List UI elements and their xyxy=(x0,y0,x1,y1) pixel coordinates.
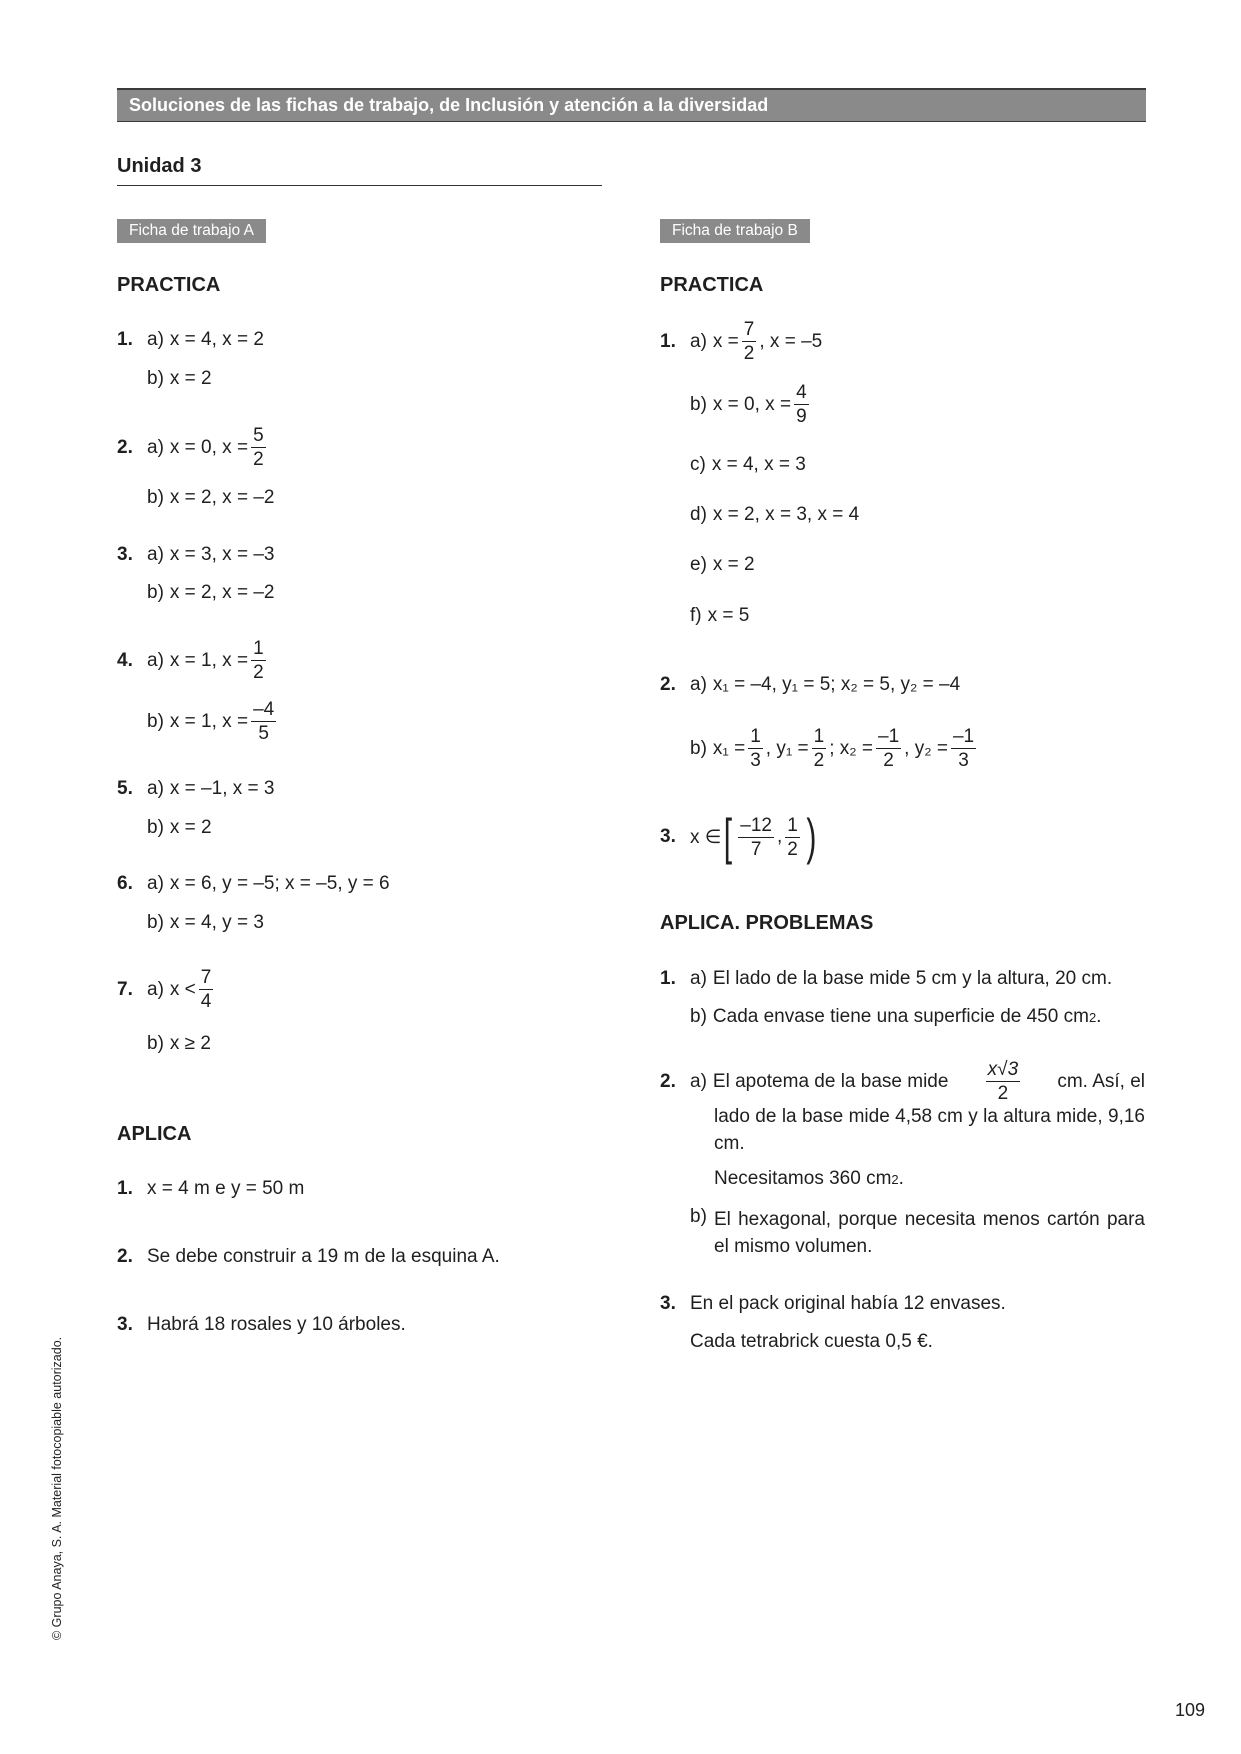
right-item-1e: e) x = 2 xyxy=(690,554,755,575)
left-item-6a: 6. a) x = 6, y = –5; x = –5, y = 6 xyxy=(117,873,390,894)
answer-text: x < xyxy=(169,978,196,1000)
answer-text: x = 0, x = xyxy=(712,393,792,415)
left-item-3b: b) x = 2, x = –2 xyxy=(147,582,275,603)
answer-text: x = 6, y = –5; x = –5, y = 6 xyxy=(169,873,390,894)
right-item-1d: d) x = 2, x = 3, x = 4 xyxy=(690,504,860,525)
answer-text: x = 2 xyxy=(169,368,212,389)
answer-text: , y₁ = xyxy=(765,737,809,759)
left-item-2b: b) x = 2, x = –2 xyxy=(147,487,275,508)
fraction: $\frac{1}{2}$ xyxy=(787,814,798,860)
answer-text: x = 2, x = 3, x = 4 xyxy=(712,504,860,525)
right-item-3: 3. x ∈ [ $\frac{-12}{7}$ , $\frac{1}{2}$ ) xyxy=(660,809,817,865)
close-paren: ) xyxy=(806,809,817,865)
answer-text: x = 1, x = xyxy=(169,649,249,671)
answer-text: Cada tetrabrick cuesta 0,5 €. xyxy=(690,1331,933,1352)
right-item-2b: b) x₁ = $\frac{1}{3}$ , y₁ = $\frac{1}{2}$ ; x₂ = $\frac{-1}{2}$ , y₂ = $\frac{-1}{3}$ xyxy=(690,726,975,771)
answer-text: Cada envase tiene una superficie de 450 cm xyxy=(712,1006,1089,1027)
right-item-1b: b) x = 0, x = $\frac{4}{9}$ xyxy=(690,382,807,427)
right-practica-title: PRACTICA xyxy=(660,274,764,296)
right-problem-2b: El hexagonal, porque necesita menos cartón para el mismo volumen. xyxy=(714,1209,1145,1257)
answer-text: x = 2 xyxy=(169,817,212,838)
right-item-1c: c) x = 4, x = 3 xyxy=(690,454,806,475)
fraction: $\frac{-12}{7}$ xyxy=(740,814,772,860)
fraction: $\frac{1}{2}$ xyxy=(253,638,264,683)
fraction: $\frac{1}{3}$ xyxy=(750,726,761,771)
right-problem-3b xyxy=(690,1331,933,1353)
answer-text: x₁ = –4, y₁ = 5; x₂ = 5, y₂ = –4 xyxy=(712,674,961,695)
answer-text: x = 2 xyxy=(712,554,755,575)
fraction: $\frac{7}{2}$ xyxy=(743,319,755,364)
answer-text: x = 4 m e y = 50 m xyxy=(147,1178,305,1199)
left-item-2a: 2. a) x = 0, x = $\frac{5}{2}$ xyxy=(117,425,264,470)
left-practica-title: PRACTICA xyxy=(117,274,221,296)
copyright-notice: © Grupo Anaya, S. A. Material fotocopiable autorizado. xyxy=(50,1336,64,1640)
left-item-7a: 7. a) x < $\frac{7}{4}$ xyxy=(117,967,212,1012)
answer-text: Habrá 18 rosales y 10 árboles. xyxy=(147,1314,406,1335)
answer-text: x = 4, y = 3 xyxy=(169,912,264,933)
answer-text: , y₂ = xyxy=(904,737,948,759)
answer-text: x = 3, x = –3 xyxy=(169,544,275,565)
right-problem-2a: 2. a) El apotema de la base mide $\frac{x√3}{2}$ cm. Así, el xyxy=(660,1059,1145,1104)
left-item-4b: b) x = 1, x = $\frac{-4}{5}$ xyxy=(147,699,275,744)
answer-text: cm. Así, el xyxy=(1057,1070,1145,1092)
answer-text: El lado de la base mide 5 cm y la altura, 20 cm. xyxy=(712,968,1113,989)
answer-text: x ≥ 2 xyxy=(169,1033,211,1054)
answer-text: x = –1, x = 3 xyxy=(169,778,275,799)
unit-title: Unidad 3 xyxy=(117,155,202,177)
left-item-1a: 1. a) x = 4, x = 2 xyxy=(117,329,264,350)
answer-text: x ∈ xyxy=(690,826,722,848)
answer-text: x = 2, x = –2 xyxy=(169,487,275,508)
open-bracket: [ xyxy=(724,809,733,865)
page-number: 109 xyxy=(1175,1700,1206,1720)
answer-text: El apotema de la base mide xyxy=(712,1070,949,1092)
right-problem-1a: 1. a) El lado de la base mide 5 cm y la altura, 20 cm. xyxy=(660,968,1113,989)
left-item-1b: b) x = 2 xyxy=(147,368,212,389)
left-aplica-3: 3. Habrá 18 rosales y 10 árboles. xyxy=(117,1314,406,1335)
right-problem-2a-line2: lado de la base mide 4,58 cm y la altura mide, 9,16 cm. xyxy=(714,1106,1145,1154)
tab-ficha-b: Ficha de trabajo B xyxy=(660,219,810,243)
tab-ficha-a: Ficha de trabajo A xyxy=(117,219,266,243)
fraction: $\frac{-1}{2}$ xyxy=(878,726,900,771)
right-item-1a: 1. a) x = $\frac{7}{2}$ , x = –5 xyxy=(660,319,823,364)
left-item-5a: 5. a) x = –1, x = 3 xyxy=(117,778,275,799)
fraction: $\frac{x√3}{2}$ xyxy=(987,1059,1019,1104)
answer-text: x = 4, x = 2 xyxy=(169,329,264,350)
fraction: $\frac{7}{4}$ xyxy=(200,967,212,1012)
right-aplica-title: APLICA. PROBLEMAS xyxy=(660,912,874,934)
fraction: $\frac{4}{9}$ xyxy=(796,382,807,427)
answer-text: Se debe construir a 19 m de la esquina A. xyxy=(147,1246,500,1267)
answer-text: x = 0, x = xyxy=(169,436,249,458)
fraction: $\frac{1}{2}$ xyxy=(813,726,825,771)
unit-divider xyxy=(117,185,602,186)
right-problem-3a: 3. En el pack original había 12 envases. xyxy=(660,1293,1006,1314)
left-aplica-1: 1. x = 4 m e y = 50 m xyxy=(117,1178,305,1199)
left-item-4a: 4. a) x = 1, x = $\frac{1}{2}$ xyxy=(117,638,264,683)
answer-text: x = 2, x = –2 xyxy=(169,582,275,603)
answer-text: x = 1, x = xyxy=(169,710,249,732)
header-bar xyxy=(117,88,1146,122)
header-title: Soluciones de las fichas de trabajo, de Inclusión y atención a la diversidad xyxy=(129,95,769,115)
left-item-5b: b) x = 2 xyxy=(147,817,212,838)
left-aplica-2: 2. Se debe construir a 19 m de la esquina A. xyxy=(117,1246,500,1267)
right-problem-1b: b) Cada envase tiene una superficie de 450 cm 2 . xyxy=(690,1006,1102,1027)
left-item-6b: b) x = 4, y = 3 xyxy=(147,912,264,933)
answer-text: ; x₂ = xyxy=(829,737,874,759)
fraction: $\frac{-4}{5}$ xyxy=(253,699,275,744)
right-item-1f: f) x = 5 xyxy=(690,605,750,626)
left-aplica-title: APLICA xyxy=(117,1123,192,1145)
fraction: $\frac{5}{2}$ xyxy=(253,425,264,470)
answer-text: x = xyxy=(712,330,739,352)
left-item-3a: 3. a) x = 3, x = –3 xyxy=(117,544,275,565)
answer-text: x₁ = xyxy=(712,737,746,759)
answer-text: x = 4, x = 3 xyxy=(711,454,806,475)
right-problem-2b-label: b) xyxy=(690,1206,707,1227)
answer-text: , x = –5 xyxy=(759,330,823,352)
left-item-7b: b) x ≥ 2 xyxy=(147,1033,211,1054)
item-number: 1. xyxy=(117,329,133,350)
answer-text: En el pack original había 12 envases. xyxy=(690,1293,1006,1314)
right-problem-2a-line3: Necesitamos 360 cm 2 . xyxy=(714,1168,904,1189)
answer-text: x = 5 xyxy=(707,605,750,626)
fraction: $\frac{-1}{3}$ xyxy=(952,726,975,771)
right-item-2a: 2. a) x₁ = –4, y₁ = 5; x₂ = 5, y₂ = –4 xyxy=(660,674,961,695)
